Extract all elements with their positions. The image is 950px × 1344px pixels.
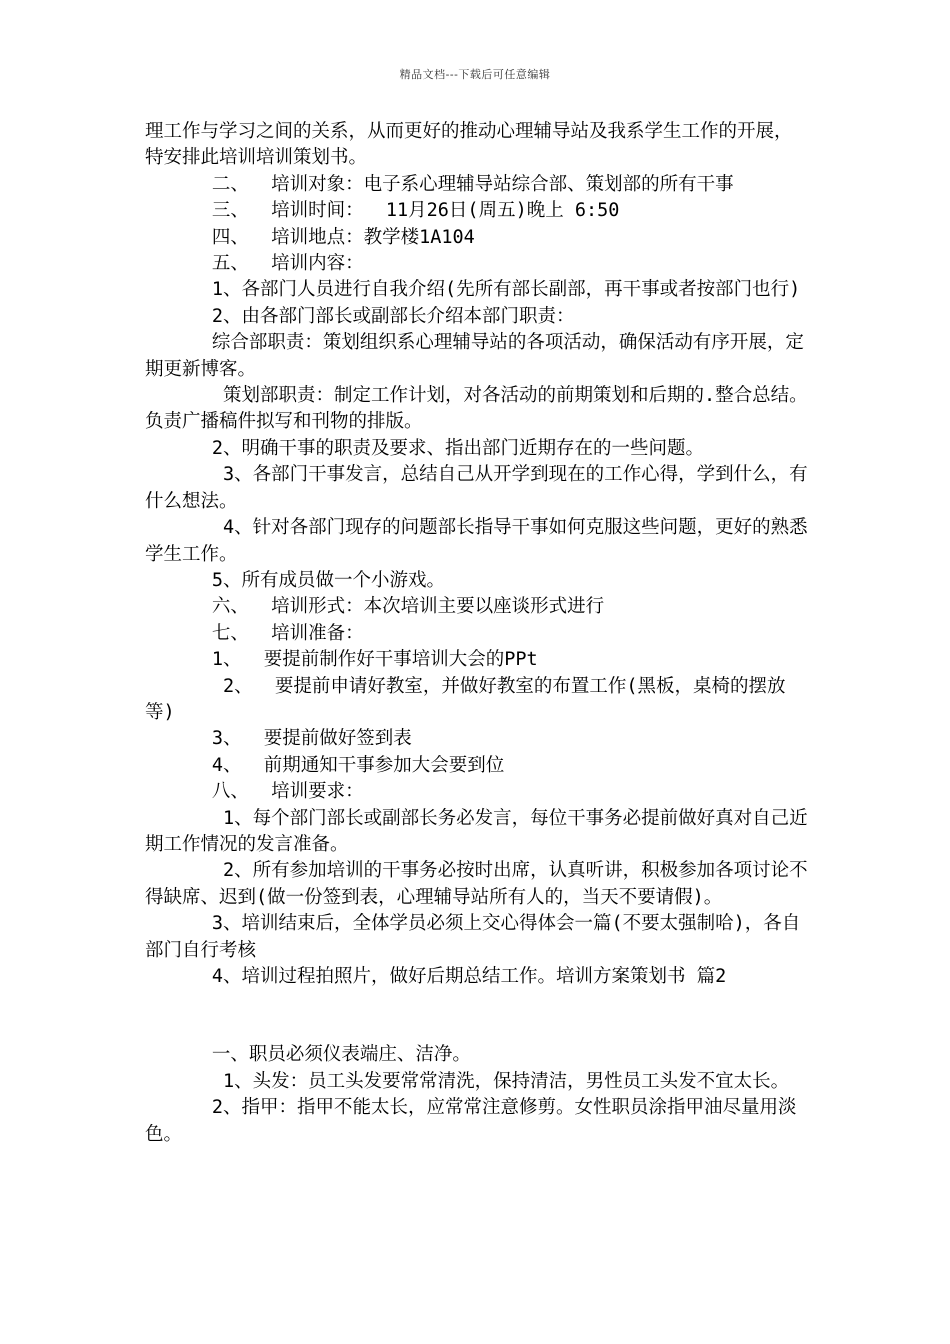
paragraph: 五、 培训内容： (145, 253, 364, 275)
paragraph: 七、 培训准备： (145, 622, 364, 644)
paragraph: 1、各部门人员进行自我介绍(先所有部长副部，再干事或者按部门也行) (145, 279, 801, 301)
paragraph: 三、 培训时间： 11月26日(周五)晚上 6:50 (145, 200, 620, 222)
paragraph: 2、所有参加培训的干事务必按时出席，认真听讲，积极参加各项讨论不得缺席、迟到(做一份签到表，心理辅导站所有人的，当天不要请假)。 (145, 860, 808, 908)
paragraph: 3、各部门干事发言，总结自己从开学到现在的工作心得，学到什么，有什么想法。 (145, 464, 808, 512)
paragraph: 四、 培训地点：教学楼1A104 (145, 226, 475, 248)
paragraph: 六、 培训形式：本次培训主要以座谈形式进行 (145, 596, 605, 618)
paragraph: 3、 要提前做好签到表 (145, 728, 412, 750)
paragraph: 5、所有成员做一个小游戏。 (145, 569, 445, 591)
document-body (145, 119, 810, 1148)
paragraph: 4、培训过程拍照片，做好后期总结工作。培训方案策划书 篇2 (145, 966, 727, 987)
paragraph: 策划部职责：制定工作计划，对各活动的前期策划和后期的.整合总结。负责广播稿件拟写和刊物的排版。 (145, 385, 808, 433)
paragraph: 4、 前期通知干事参加大会要到位 (145, 754, 505, 776)
paragraph: 1、头发：员工头发要常常清洗，保持清洁，男性员工头发不宜太长。 (145, 1070, 790, 1092)
paragraph: 综合部职责：策划组织系心理辅导站的各项活动，确保活动有序开展，定期更新博客。 (145, 332, 804, 380)
page-header: 精品文档---下载后可任意编辑 (399, 68, 551, 81)
paragraph: 一、职员必须仪表端庄、洁净。 (145, 1044, 471, 1066)
paragraph: 二、 培训对象：电子系心理辅导站综合部、策划部的所有干事 (145, 173, 734, 195)
section-gap (145, 990, 810, 1042)
paragraph: 2、由各部门部长或副部长介绍本部门职责： (145, 305, 575, 327)
paragraph: 2、指甲：指甲不能太长，应常常注意修剪。女性职员涂指甲油尽量用淡色。 (145, 1097, 797, 1145)
paragraph: 2、明确干事的职责及要求、指出部门近期存在的一些问题。 (145, 437, 704, 459)
paragraph: 3、培训结束后，全体学员必须上交心得体会一篇(不要太强制哈)，各自部门自行考核 (145, 913, 801, 961)
paragraph: 1、每个部门部长或副部长务必发言，每位干事务必提前做好真对自己近期工作情况的发言准备。 (145, 807, 808, 855)
paragraph: 4、针对各部门现存的问题部长指导干事如何克服这些问题，更好的熟悉学生工作。 (145, 517, 808, 565)
paragraph: 1、 要提前制作好干事培训大会的PPt (145, 649, 538, 671)
paragraph: 2、 要提前申请好教室，并做好教室的布置工作(黑板，桌椅的摆放等) (145, 675, 786, 723)
paragraph: 理工作与学习之间的关系，从而更好的推动心理辅导站及我系学生工作的开展，特安排此培训培训策划书。 (145, 121, 793, 169)
paragraph: 八、 培训要求： (145, 781, 364, 803)
